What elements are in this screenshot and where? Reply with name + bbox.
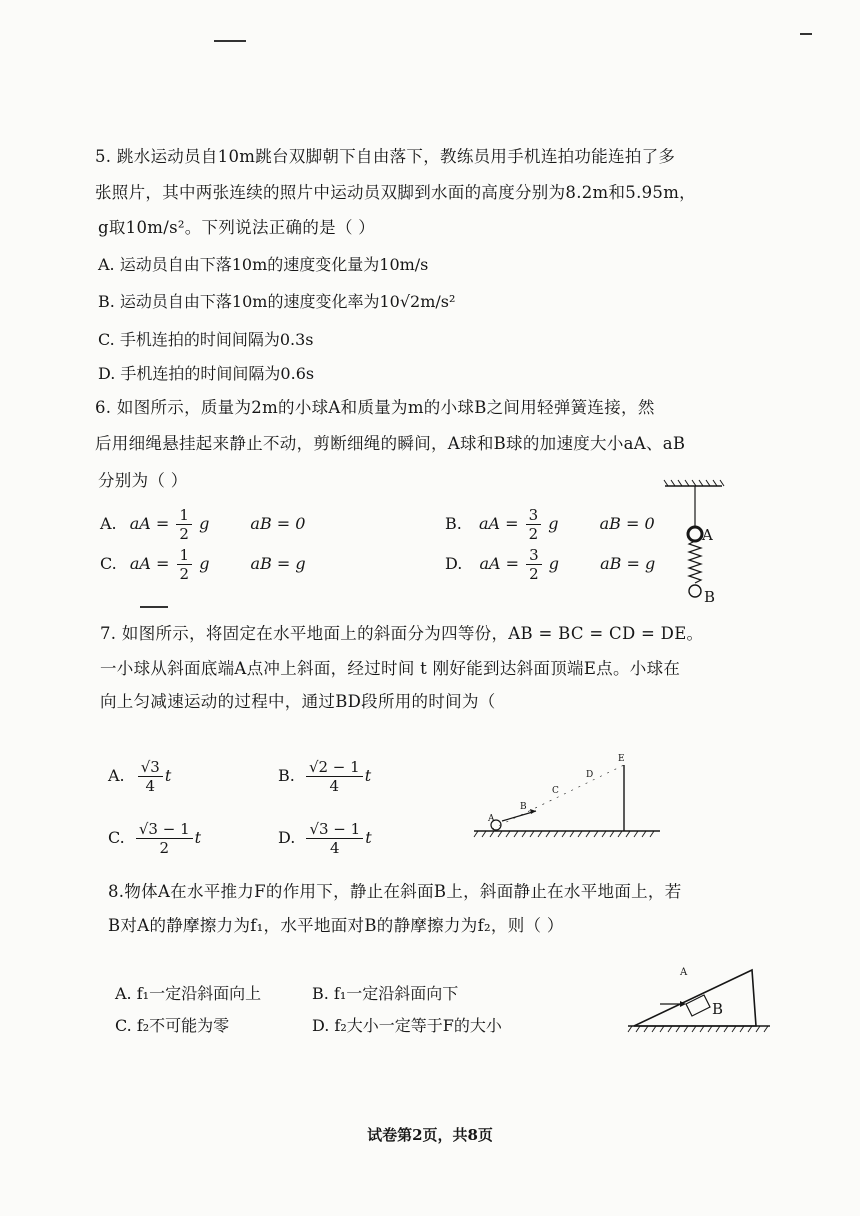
q6-option-d[interactable]: D. aA = $\frac{3}{2}$ g aB = g — [445, 546, 656, 583]
fraction: $\frac{√2 - 1}{4}$ — [306, 758, 363, 795]
q7-figure-label-c: C — [552, 786, 559, 796]
q8-incline-figure — [624, 962, 774, 1042]
q8-option-c[interactable]: C. f₂不可能为零 — [115, 1016, 230, 1035]
q6-option-b[interactable]: B. aA = $\frac{3}{2}$ g aB = 0 — [445, 506, 655, 543]
q7-option-c[interactable]: C. $\frac{√3 - 1}{2}$ t — [108, 820, 202, 857]
scan-mark — [214, 40, 246, 42]
option-label: B. — [278, 766, 295, 785]
q6-figure-label-b: B — [704, 588, 716, 606]
fraction: $\frac{3}{2}$ — [526, 546, 542, 583]
q8-line-2: B对A的静摩擦力为f₁，水平地面对B的静摩擦力为f₂，则（ ） — [108, 916, 564, 935]
q6-figure-label-a: A — [702, 526, 713, 544]
aA-expr: aA = — [129, 514, 170, 533]
q5-option-a[interactable]: A. 运动员自由下落10m的速度变化量为10m/s — [98, 255, 429, 274]
q7-option-a[interactable]: A. $\frac{√3}{4}$ t — [108, 758, 172, 795]
q8-line-1: 8.物体A在水平推力F的作用下，静止在斜面B上，斜面静止在水平地面上，若 — [108, 882, 682, 901]
q6-line-2: 后用细绳悬挂起来静止不动，剪断细绳的瞬间，A球和B球的加速度大小aA、aB — [95, 434, 686, 453]
aB-expr: aB = g — [250, 554, 306, 573]
fraction: $\frac{√3 - 1}{2}$ — [136, 820, 193, 857]
fraction: $\frac{√3 - 1}{4}$ — [306, 820, 363, 857]
fraction: $\frac{√3}{4}$ — [138, 758, 163, 795]
scan-mark — [140, 606, 168, 608]
q6-option-c[interactable]: C. aA = $\frac{1}{2}$ g aB = g — [100, 546, 306, 583]
q5-option-b[interactable]: B. 运动员自由下落10m的速度变化率为10√2m/s² — [98, 292, 456, 311]
aB-expr: aB = g — [600, 554, 656, 573]
q7-line-1: 7. 如图所示，将固定在水平地面上的斜面分为四等份，AB = BC = CD = DE。 — [100, 624, 704, 643]
q6-option-a[interactable]: A. aA = $\frac{1}{2}$ g aB = 0 — [100, 506, 306, 543]
option-label: D. — [278, 828, 296, 847]
q8-figure-label-b: B — [712, 1000, 724, 1018]
option-label: B. — [445, 514, 462, 533]
option-label: C. — [100, 554, 117, 573]
fraction: $\frac{1}{2}$ — [176, 506, 192, 543]
option-label: C. — [108, 828, 125, 847]
q7-figure-label-e: E — [618, 754, 625, 764]
q6-spring-figure — [660, 478, 730, 608]
q8-option-d[interactable]: D. f₂大小一定等于F的大小 — [312, 1016, 502, 1035]
option-label: D. — [445, 554, 463, 573]
q8-option-a[interactable]: A. f₁一定沿斜面向上 — [115, 984, 262, 1003]
aA-expr: aA = — [129, 554, 170, 573]
q7-figure-label-d: D — [586, 770, 594, 780]
q6-line-1: 6. 如图所示，质量为2m的小球A和质量为m的小球B之间用轻弹簧连接，然 — [95, 398, 655, 417]
scan-mark — [800, 33, 812, 35]
option-label: A. — [100, 514, 117, 533]
fraction: $\frac{3}{2}$ — [526, 506, 542, 543]
q5-line-1: 5. 跳水运动员自10m跳台双脚朝下自由落下，教练员用手机连拍功能连拍了多 — [95, 147, 676, 166]
q5-line-3: g取10m/s²。下列说法正确的是（ ） — [98, 218, 376, 237]
q7-figure-label-a: A — [488, 814, 495, 824]
q5-line-2: 张照片，其中两张连续的照片中运动员双脚到水面的高度分别为8.2m和5.95m， — [95, 183, 696, 202]
q8-figure-label-a: A — [680, 967, 688, 978]
q7-figure-label-b: B — [520, 802, 527, 812]
fraction: $\frac{1}{2}$ — [177, 546, 193, 583]
option-label: A. — [108, 766, 125, 785]
q5-option-d[interactable]: D. 手机连拍的时间间隔为0.6s — [98, 364, 315, 383]
q5-option-c[interactable]: C. 手机连拍的时间间隔为0.3s — [98, 330, 314, 349]
aB-expr: aB = 0 — [250, 514, 306, 533]
q7-incline-figure — [472, 755, 662, 845]
q7-line-2: 一小球从斜面底端A点冲上斜面，经过时间 t 刚好能到达斜面顶端E点。小球在 — [100, 659, 681, 678]
q6-line-3: 分别为（ ） — [98, 471, 188, 490]
aA-expr: aA = — [478, 514, 519, 533]
q7-line-3: 向上匀减速运动的过程中，通过BD段所用的时间为（ — [100, 692, 496, 711]
page-footer: 试卷第2页，共8页 — [367, 1126, 493, 1144]
aB-expr: aB = 0 — [599, 514, 655, 533]
q7-option-b[interactable]: B. $\frac{√2 - 1}{4}$ t — [278, 758, 372, 795]
q7-option-d[interactable]: D. $\frac{√3 - 1}{4}$ t — [278, 820, 372, 857]
aA-expr: aA = — [479, 554, 520, 573]
q8-option-b[interactable]: B. f₁一定沿斜面向下 — [312, 984, 459, 1003]
